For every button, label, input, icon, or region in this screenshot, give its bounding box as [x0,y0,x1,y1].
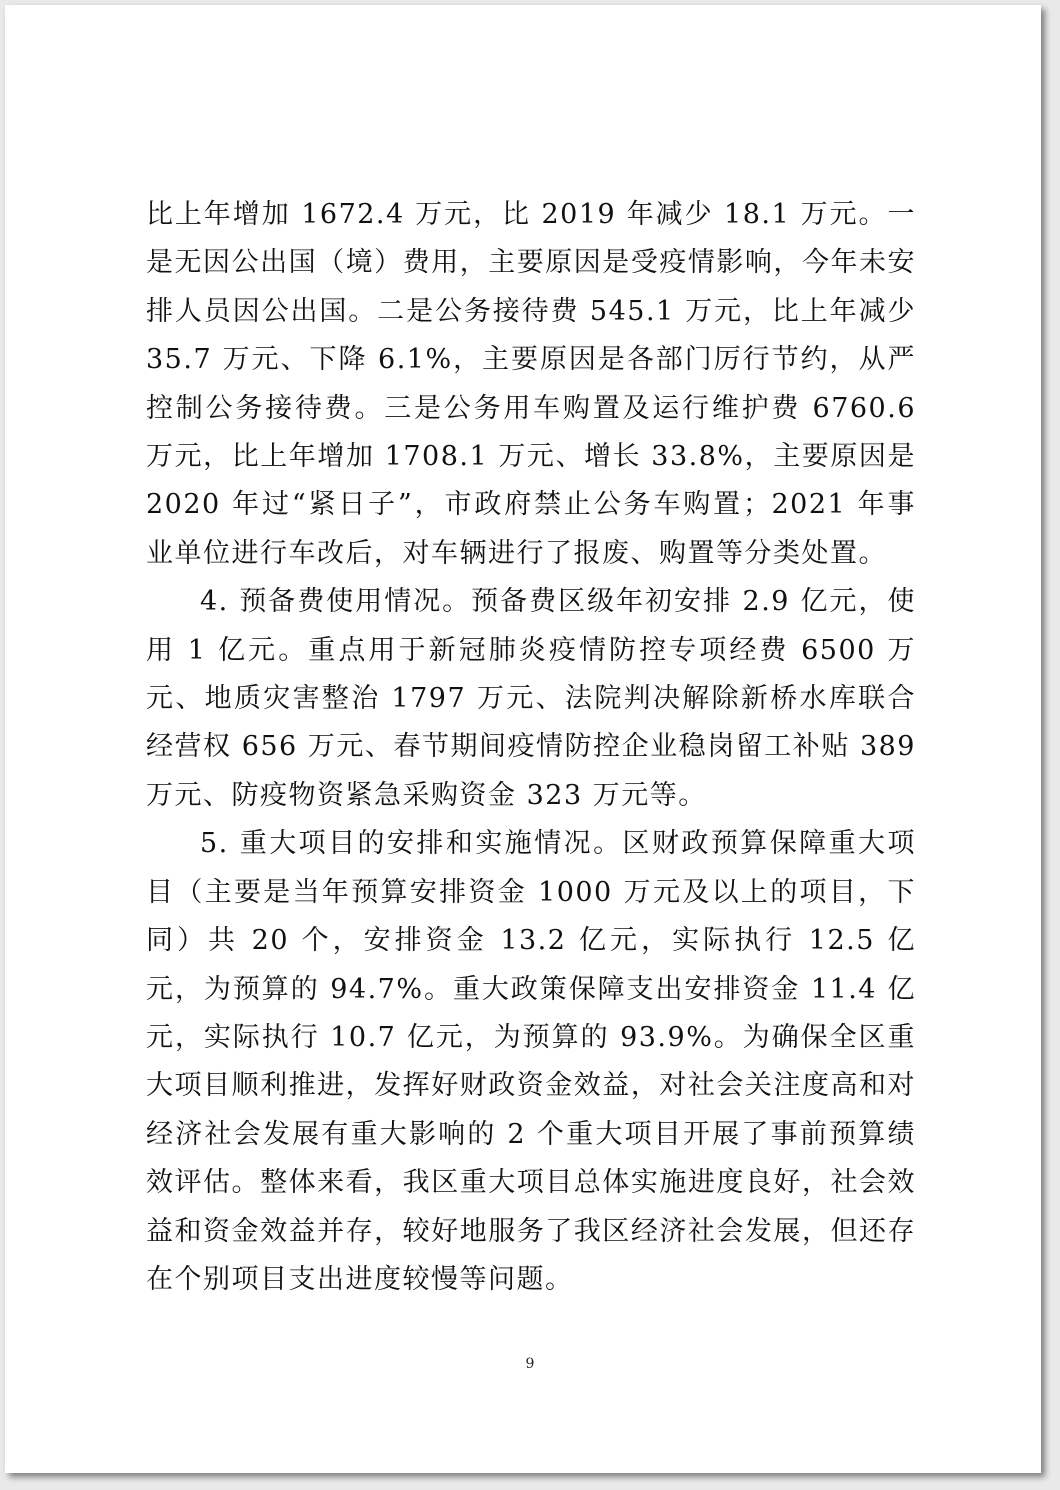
paragraph-major-projects: 5. 重大项目的安排和实施情况。区财政预算保障重大项目（主要是当年预算安排资金 1000 万元及以上的项目，下同）共 20 个，安排资金 13.2 亿元，实际执行 12.5 亿元，为预算的 94.7%。重大政策保障支出安排资金 11.4 亿元，实际执行 10.7 亿元，为预算的 93.9%。为确保全区重大项目顺利推进，发挥好财政资金效益，对社会关注度高和对经济社会发展有重大影响的 2 个重大项目开展了事前预算绩效评估。整体来看，我区重大项目总体实施进度良好，社会效益和资金效益并存，较好地服务了我区经济社会发展，但还存在个别项目支出进度较慢等问题。 [146,828,916,1295]
page-number: 9 [525,1356,535,1372]
document-body [146,191,916,1304]
paragraph-continued: 比上年增加 1672.4 万元，比 2019 年减少 18.1 万元。一是无因公出国（境）费用，主要原因是受疫情影响，今年未安排人员因公出国。二是公务接待费 545.1 万元，比上年减少 35.7 万元、下降 6.1%，主要原因是各部门厉行节约，从严控制公务接待费。三是公务用车购置及运行维护费 6760.6 万元，比上年增加 1708.1 万元、增长 33.8%，主要原因是 2020 年过“紧日子”，市政府禁止公务车购置；2021 年事业单位进行车改后，对车辆进行了报废、购置等分类处置。 [146,199,916,569]
paragraph-reserve-fund: 4. 预备费使用情况。预备费区级年初安排 2.9 亿元，使用 1 亿元。重点用于新冠肺炎疫情防控专项经费 6500 万元、地质灾害整治 1797 万元、法院判决解除新桥水库联合经营权 656 万元、春节期间疫情防控企业稳岗留工补贴 389 万元、防疫物资紧急采购资金 323 万元等。 [146,586,916,811]
